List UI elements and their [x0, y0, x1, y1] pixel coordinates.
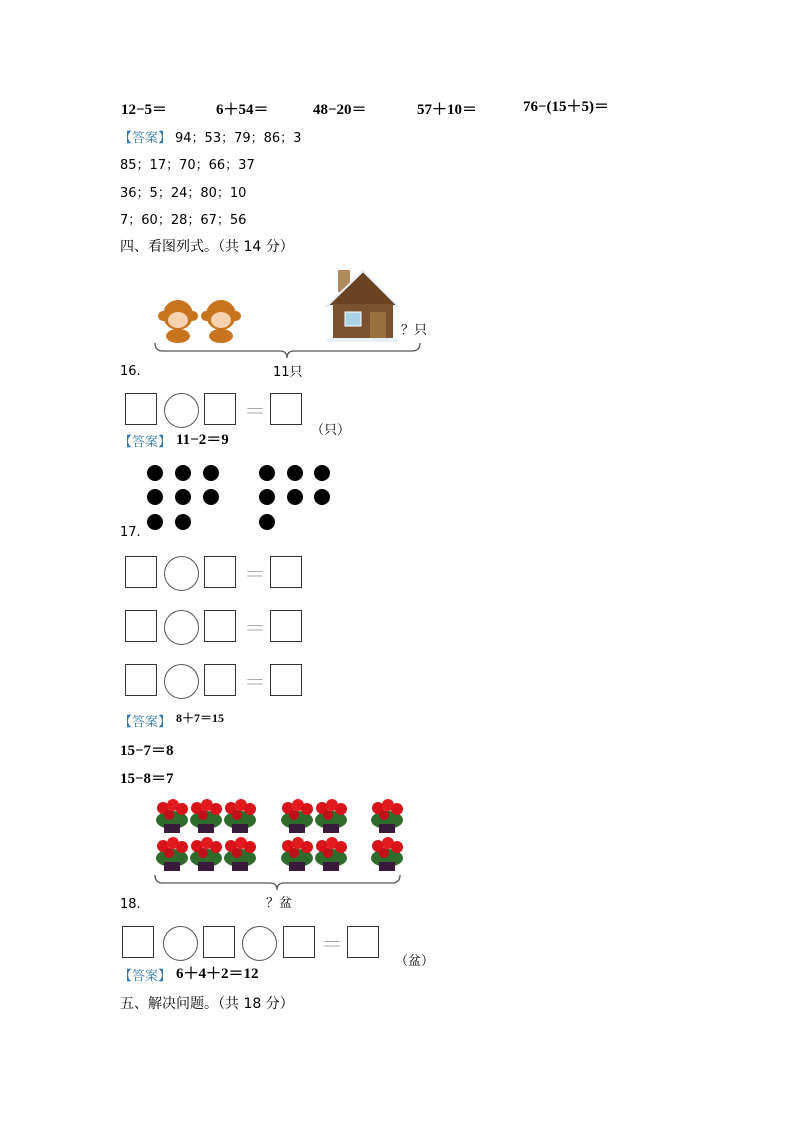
answer-equation: 15−7＝8: [120, 743, 174, 759]
answer-box[interactable]: [122, 926, 154, 958]
answer-tag: 【答案】: [119, 715, 172, 730]
answer-line: 94；53；79；86；3: [175, 131, 302, 146]
operator-circle[interactable]: [163, 926, 198, 961]
equal-sign: ＝: [244, 617, 267, 642]
flower-pot-icon: [224, 799, 256, 833]
question-number: 16.: [120, 364, 141, 379]
unit-label: （只）: [311, 423, 351, 438]
flower-pot-icon: [156, 799, 188, 833]
equation-4: 57＋10＝: [417, 102, 478, 118]
answer-tag: 【答案】: [119, 131, 172, 146]
flower-pot-icon: [281, 837, 313, 871]
answer-equation: 11−2＝9: [176, 432, 229, 448]
flower-pot-icon: [190, 837, 222, 871]
operator-circle[interactable]: [242, 926, 277, 961]
equal-sign: ＝: [244, 671, 267, 696]
answer-line: 85；17；70；66；37: [120, 158, 255, 173]
question-number: 18.: [120, 897, 141, 912]
answer-box[interactable]: [203, 926, 235, 958]
equal-sign: ＝: [244, 563, 267, 588]
unit-label: （盆）: [395, 954, 435, 969]
answer-equation: 15−8＝7: [120, 771, 174, 787]
flower-pot-icon: [371, 837, 403, 871]
section-title: 四、看图列式。（共 14 分）: [120, 239, 294, 255]
question-number: 17.: [120, 525, 141, 540]
flower-pot-icon: [281, 799, 313, 833]
equation-5: 76−(15＋5)＝: [523, 99, 610, 115]
answer-tag: 【答案】: [119, 969, 172, 984]
equal-sign: ＝: [244, 400, 267, 425]
answer-equation: 8＋7＝15: [176, 711, 225, 725]
equal-sign: ＝: [321, 933, 344, 958]
section-title: 五、解决问题。（共 18 分）: [120, 996, 294, 1012]
answer-equation: 6＋4＋2＝12: [176, 966, 259, 982]
answer-box[interactable]: [347, 926, 379, 958]
flower-pot-icon: [190, 799, 222, 833]
q16-total-label: 11只: [273, 365, 303, 380]
equation-1: 12−5＝: [121, 102, 168, 118]
flower-pot-icon: [224, 837, 256, 871]
q16-unknown-label: ？只: [401, 323, 428, 338]
answer-tag: 【答案】: [119, 435, 172, 450]
equation-3: 48−20＝: [313, 102, 367, 118]
flower-pot-icon: [371, 799, 403, 833]
answer-line: 36；5；24；80；10: [120, 186, 247, 201]
answer-line: 7；60；28；67；56: [120, 213, 247, 228]
flower-pot-icon: [315, 837, 347, 871]
flower-pot-icon: [315, 799, 347, 833]
equation-2: 6＋54＝: [216, 102, 269, 118]
answer-box[interactable]: [283, 926, 315, 958]
q18-total-label: ？盆: [266, 896, 293, 911]
flower-pot-icon: [156, 837, 188, 871]
